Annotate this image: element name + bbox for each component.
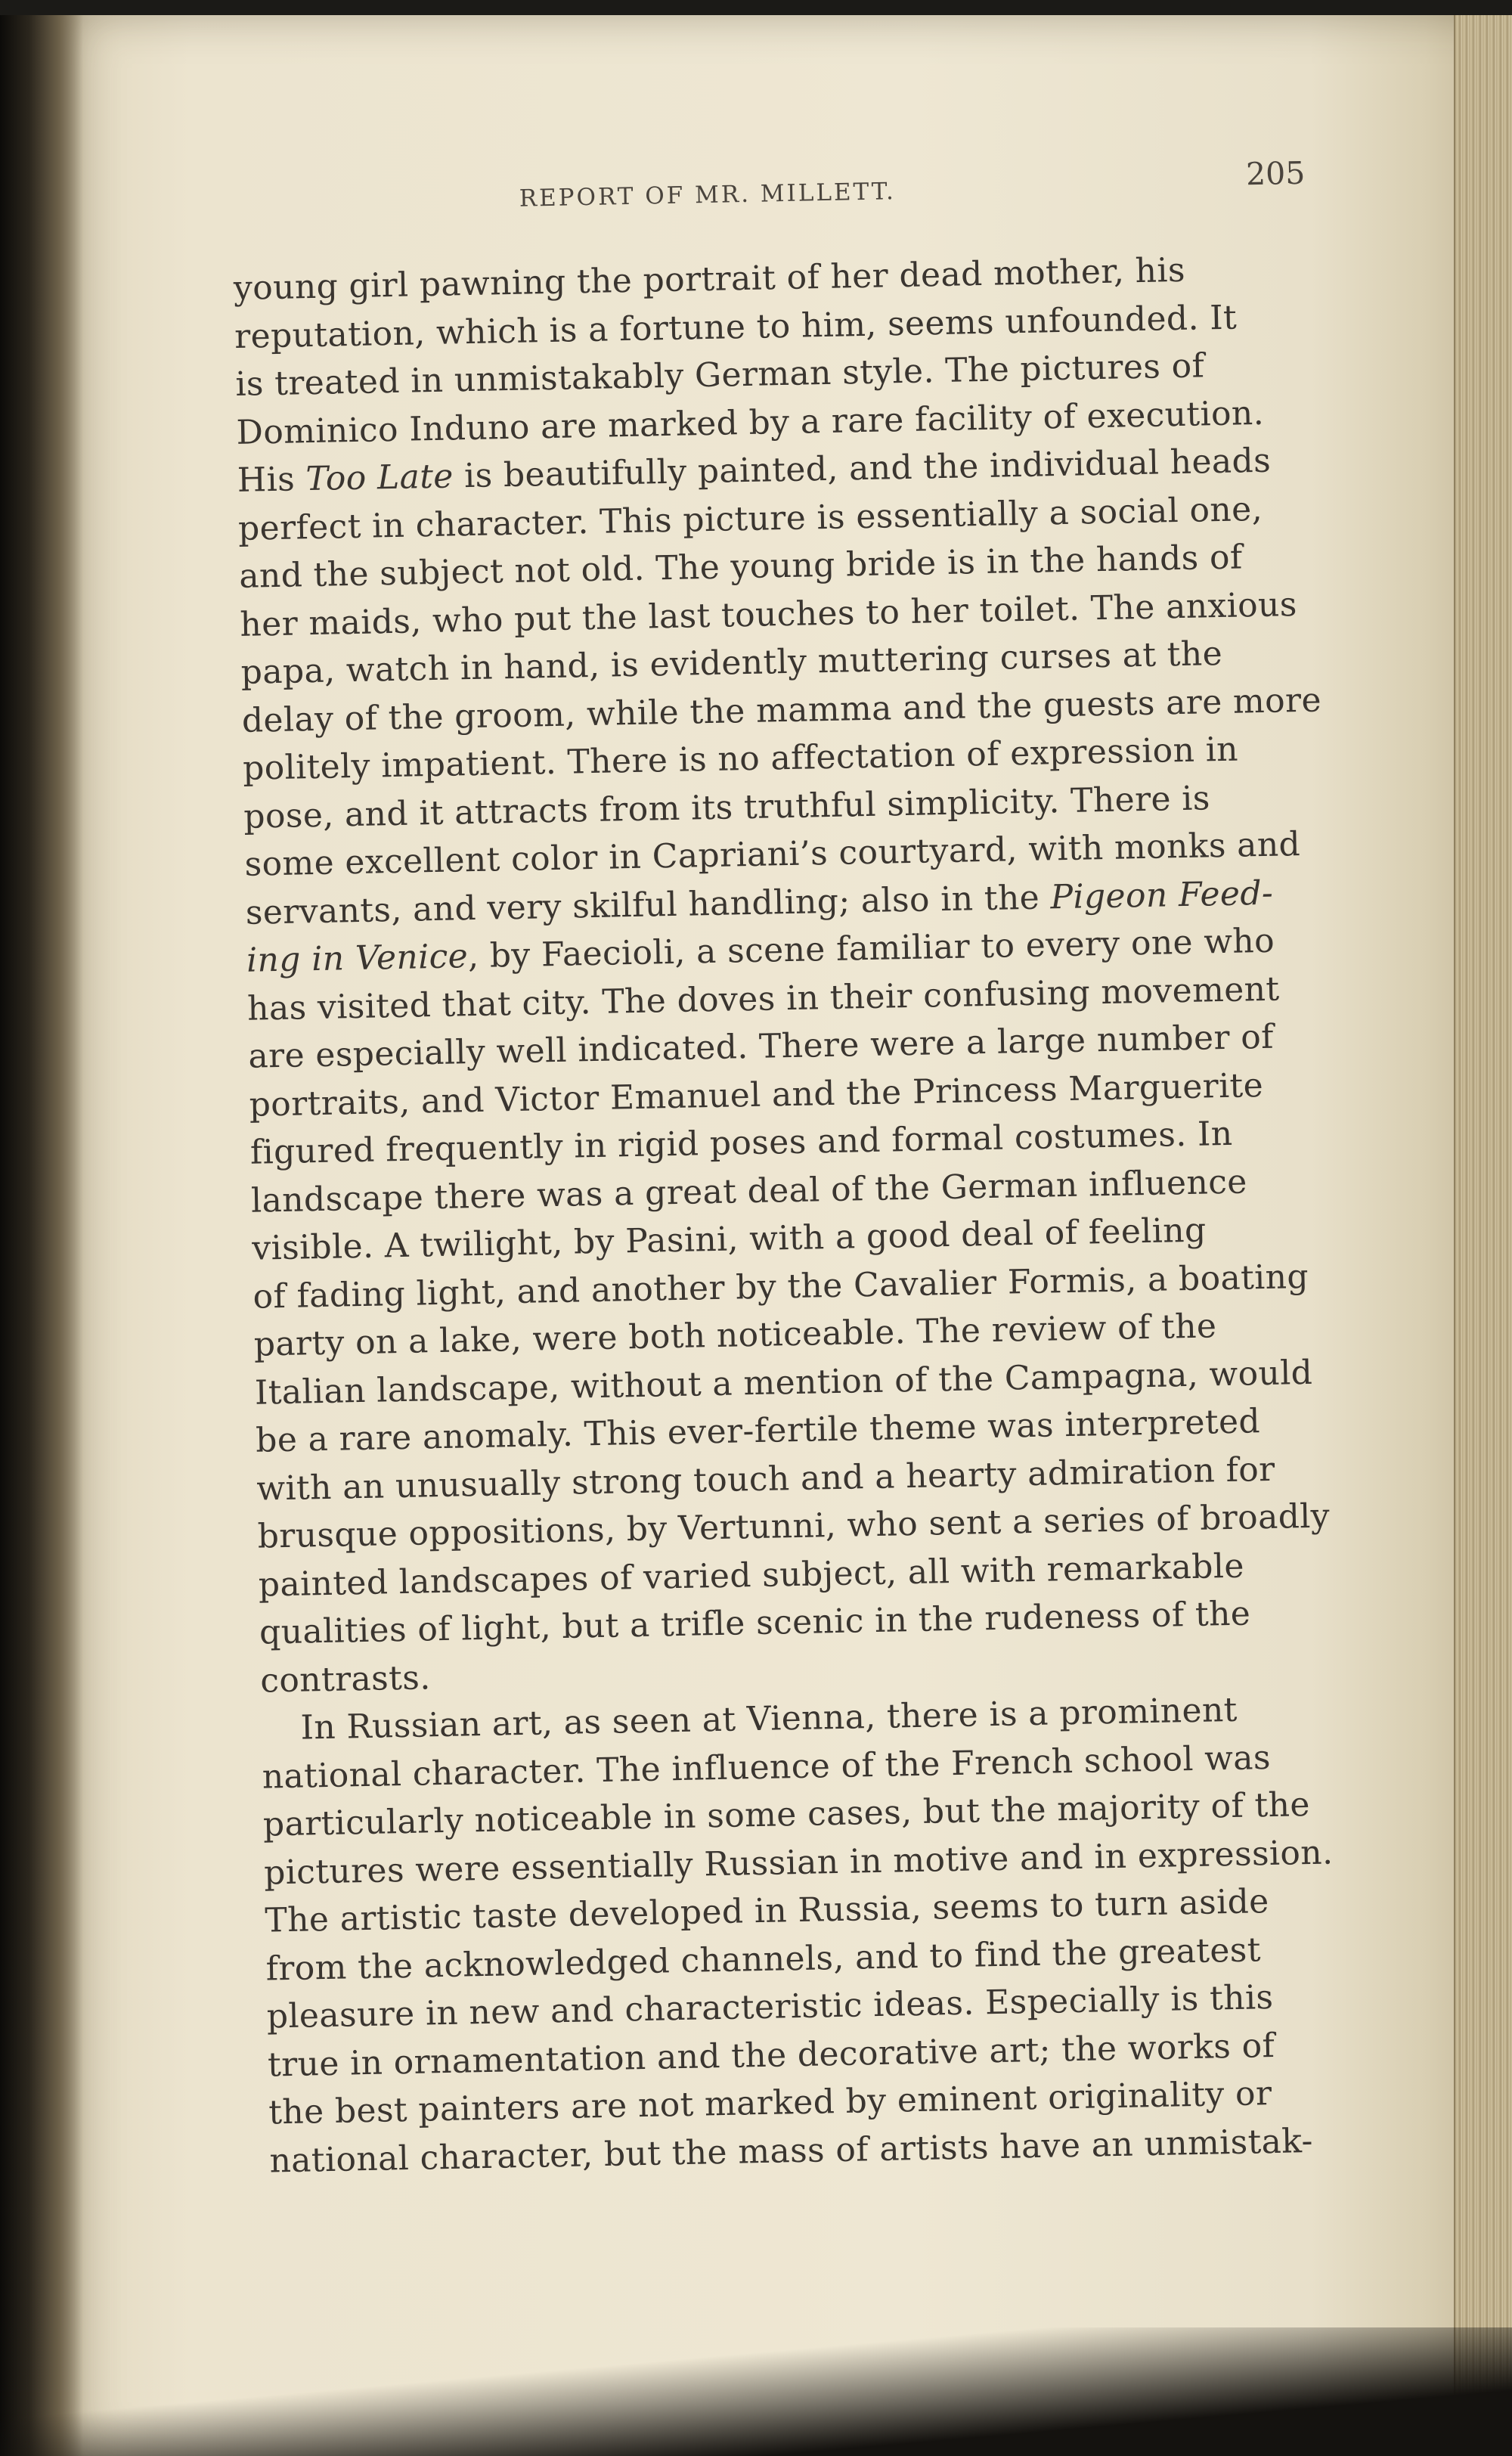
text-line: national character. The influence of the French school was — [262, 1738, 1272, 1797]
text-line: Italian landscape, without a mention of the Campagna, would — [254, 1353, 1313, 1413]
text-line: and the subject not old. The young bride is in the hands of — [238, 538, 1244, 596]
italic-title: Too Late — [305, 457, 454, 499]
text-line: visible. A twilight, by Pasini, with a good deal of feeling — [251, 1211, 1207, 1268]
text-line: painted landscapes of varied subject, all with remarkable — [258, 1546, 1245, 1605]
text-line: politely impatient. There is no affectation of expression in — [242, 730, 1239, 788]
text-line: Dominico Induno are marked by a rare facility of execution. — [236, 393, 1265, 452]
text-line: the best painters are not marked by eminent originality or — [268, 2074, 1272, 2132]
text-line: some excellent color in Capriani’s courtyard, with monks and — [244, 825, 1301, 884]
text-segment: , by Faecioli, a scene familiar to every one who — [467, 921, 1275, 976]
text-segment: is beautifully painted, and the individual heads — [453, 441, 1272, 496]
text-line: young girl pawning the portrait of her dead mother, his — [233, 250, 1186, 308]
text-line: In Russian art, as seen at Vienna, there is a prominent — [300, 1690, 1238, 1747]
text-line: her maids, who put the last touches to her toilet. The anxious — [240, 585, 1298, 644]
text-line: pose, and it attracts from its truthful simplicity. There is — [243, 778, 1211, 836]
text-line: has visited that city. The doves in their confusing movement — [246, 969, 1280, 1028]
text-line: delay of the groom, while the mamma and the guests are more — [241, 680, 1322, 740]
text-line: of fading light, and another by the Cavalier Formis, a boating — [253, 1257, 1309, 1316]
text-line: perfect in character. This picture is essentially a social one, — [237, 489, 1263, 548]
italic-title: ing in Venice — [246, 937, 469, 980]
text-line: The artistic taste developed in Russia, seems to turn aside — [264, 1882, 1270, 1940]
text-line: is treated in unmistakably German style. The pictures of — [234, 346, 1205, 404]
text-line: national character, but the mass of artists have an unmistak- — [269, 2121, 1314, 2181]
text-line: pleasure in new and characteristic ideas. Especially is this — [266, 1977, 1274, 2036]
text-line: are especially well indicated. There were a large number of — [248, 1017, 1275, 1076]
page-edges-stack — [1454, 0, 1512, 2456]
text-line: with an unusually strong touch and a hearty admiration for — [256, 1450, 1276, 1509]
text-line: particularly noticeable in some cases, but the majority of the — [262, 1785, 1311, 1844]
text-line: true in ornamentation and the decorative art; the works of — [267, 2026, 1275, 2085]
text-segment: servants, and very skilful handling; also in the — [245, 877, 1051, 932]
text-line: brusque oppositions, by Vertunni, who sent a series of broadly — [257, 1496, 1331, 1556]
text-line: qualities of light, but a trifle scenic in the rudeness of the — [259, 1594, 1251, 1652]
top-border — [0, 0, 1512, 15]
text-line: party on a lake, were both noticeable. The review of the — [253, 1307, 1217, 1364]
text-line: figured frequently in rigid poses and formal costumes. In — [249, 1114, 1233, 1172]
text-line: landscape there was a great deal of the German influence — [250, 1161, 1248, 1220]
binding-gutter-shadow — [0, 0, 83, 2456]
text-segment: His — [237, 460, 306, 500]
text-line: portraits, and Victor Emanuel and the Princess Marguerite — [249, 1065, 1264, 1124]
text-line: pictures were essentially Russian in motive and in expression. — [263, 1832, 1334, 1893]
text-line: contrasts. — [259, 1657, 432, 1701]
text-block — [231, 150, 1343, 2185]
body-text — [233, 244, 1343, 2185]
italic-title: Pigeon Feed- — [1049, 873, 1274, 916]
running-title: REPORT OF MR. MILLETT. — [519, 178, 897, 212]
page-number: 205 — [1245, 154, 1306, 193]
text-line: papa, watch in hand, is evidently muttering curses at the — [240, 634, 1223, 692]
text-line: from the acknowledged channels, and to find the greatest — [265, 1930, 1262, 1989]
text-line: reputation, which is a fortune to him, seems unfounded. It — [234, 298, 1238, 356]
bottom-shadow — [0, 2327, 1512, 2456]
text-line: be a rare anomaly. This ever-fertile theme was interpreted — [255, 1402, 1261, 1460]
